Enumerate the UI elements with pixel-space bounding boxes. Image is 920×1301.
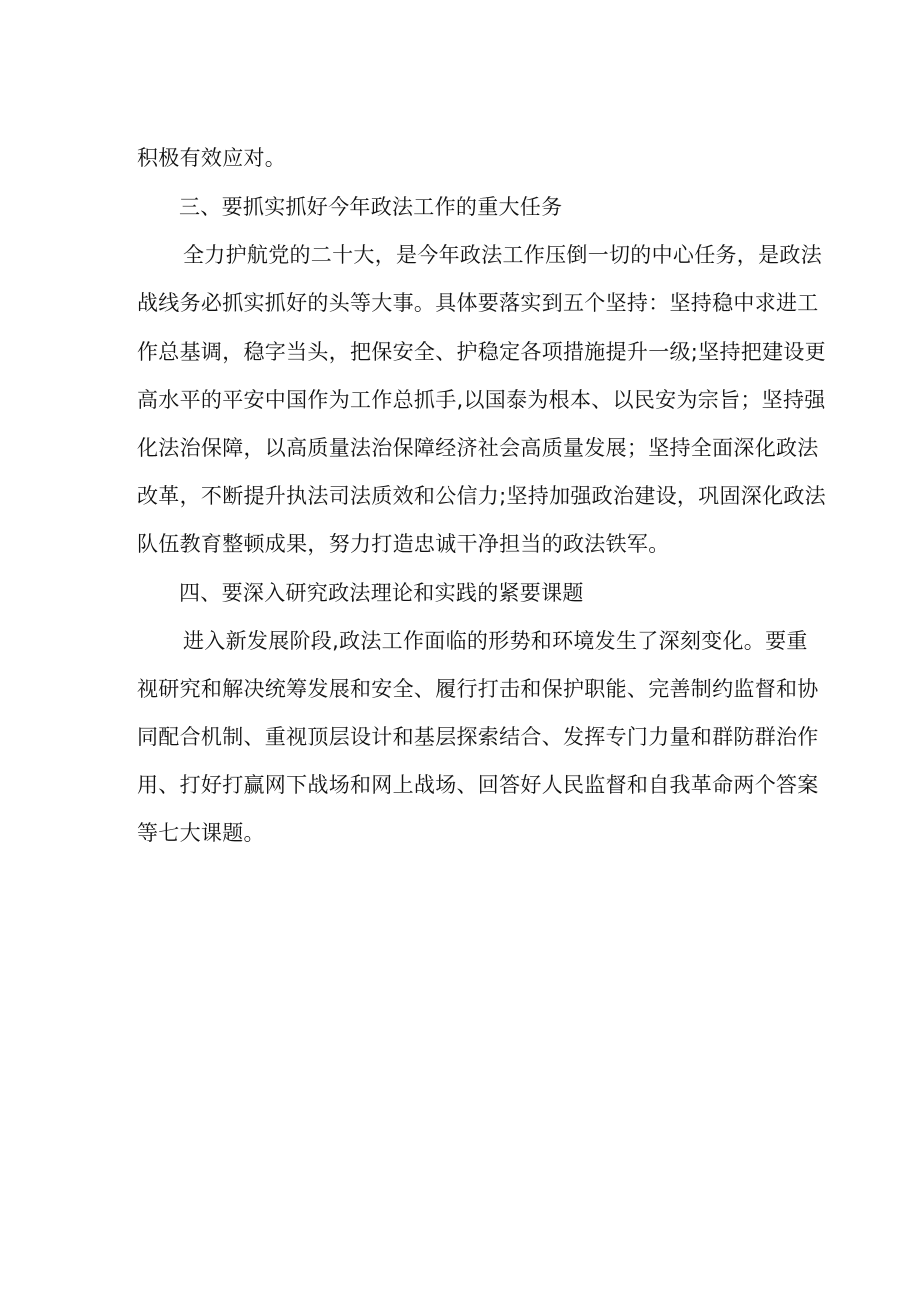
section-heading: 四、要深入研究政法理论和实践的紧要课题 — [179, 581, 584, 605]
paragraph-line: 作总基调，稳字当头，把保安全、护稳定各项措施提升一级;坚持把建设更 — [137, 340, 826, 364]
paragraph-line: 全力护航党的二十大，是今年政法工作压倒一切的中心任务，是政法 — [183, 243, 822, 267]
paragraph-line: 改革，不断提升执法司法质效和公信力;坚持加强政治建设，巩固深化政法 — [137, 484, 826, 508]
paragraph-line: 高水平的平安中国作为工作总抓手,以国泰为根本、以民安为宗旨；坚持强 — [137, 388, 826, 412]
paragraph-line: 战线务必抓实抓好的头等大事。具体要落实到五个坚持：坚持稳中求进工 — [137, 291, 819, 315]
paragraph-line: 视研究和解决统筹发展和安全、履行打击和保护职能、完善制约监督和协 — [137, 677, 819, 701]
paragraph-line: 等七大课题。 — [137, 821, 265, 845]
section-heading: 三、要抓实抓好今年政法工作的重大任务 — [179, 195, 563, 219]
paragraph-line: 积极有效应对。 — [137, 146, 287, 170]
paragraph-line: 队伍教育整顿成果，努力打造忠诚干净担当的政法铁军。 — [137, 532, 670, 556]
paragraph-line: 用、打好打赢网下战场和网上战场、回答好人民监督和自我革命两个答案 — [137, 773, 819, 797]
paragraph-line: 进入新发展阶段,政法工作面临的形势和环境发生了深刻变化。要重 — [183, 629, 808, 653]
paragraph-line: 同配合机制、重视顶层设计和基层探索结合、发挥专门力量和群防群治作 — [137, 725, 819, 749]
paragraph-line: 化法治保障，以高质量法治保障经济社会高质量发展；坚持全面深化政法 — [137, 436, 819, 460]
